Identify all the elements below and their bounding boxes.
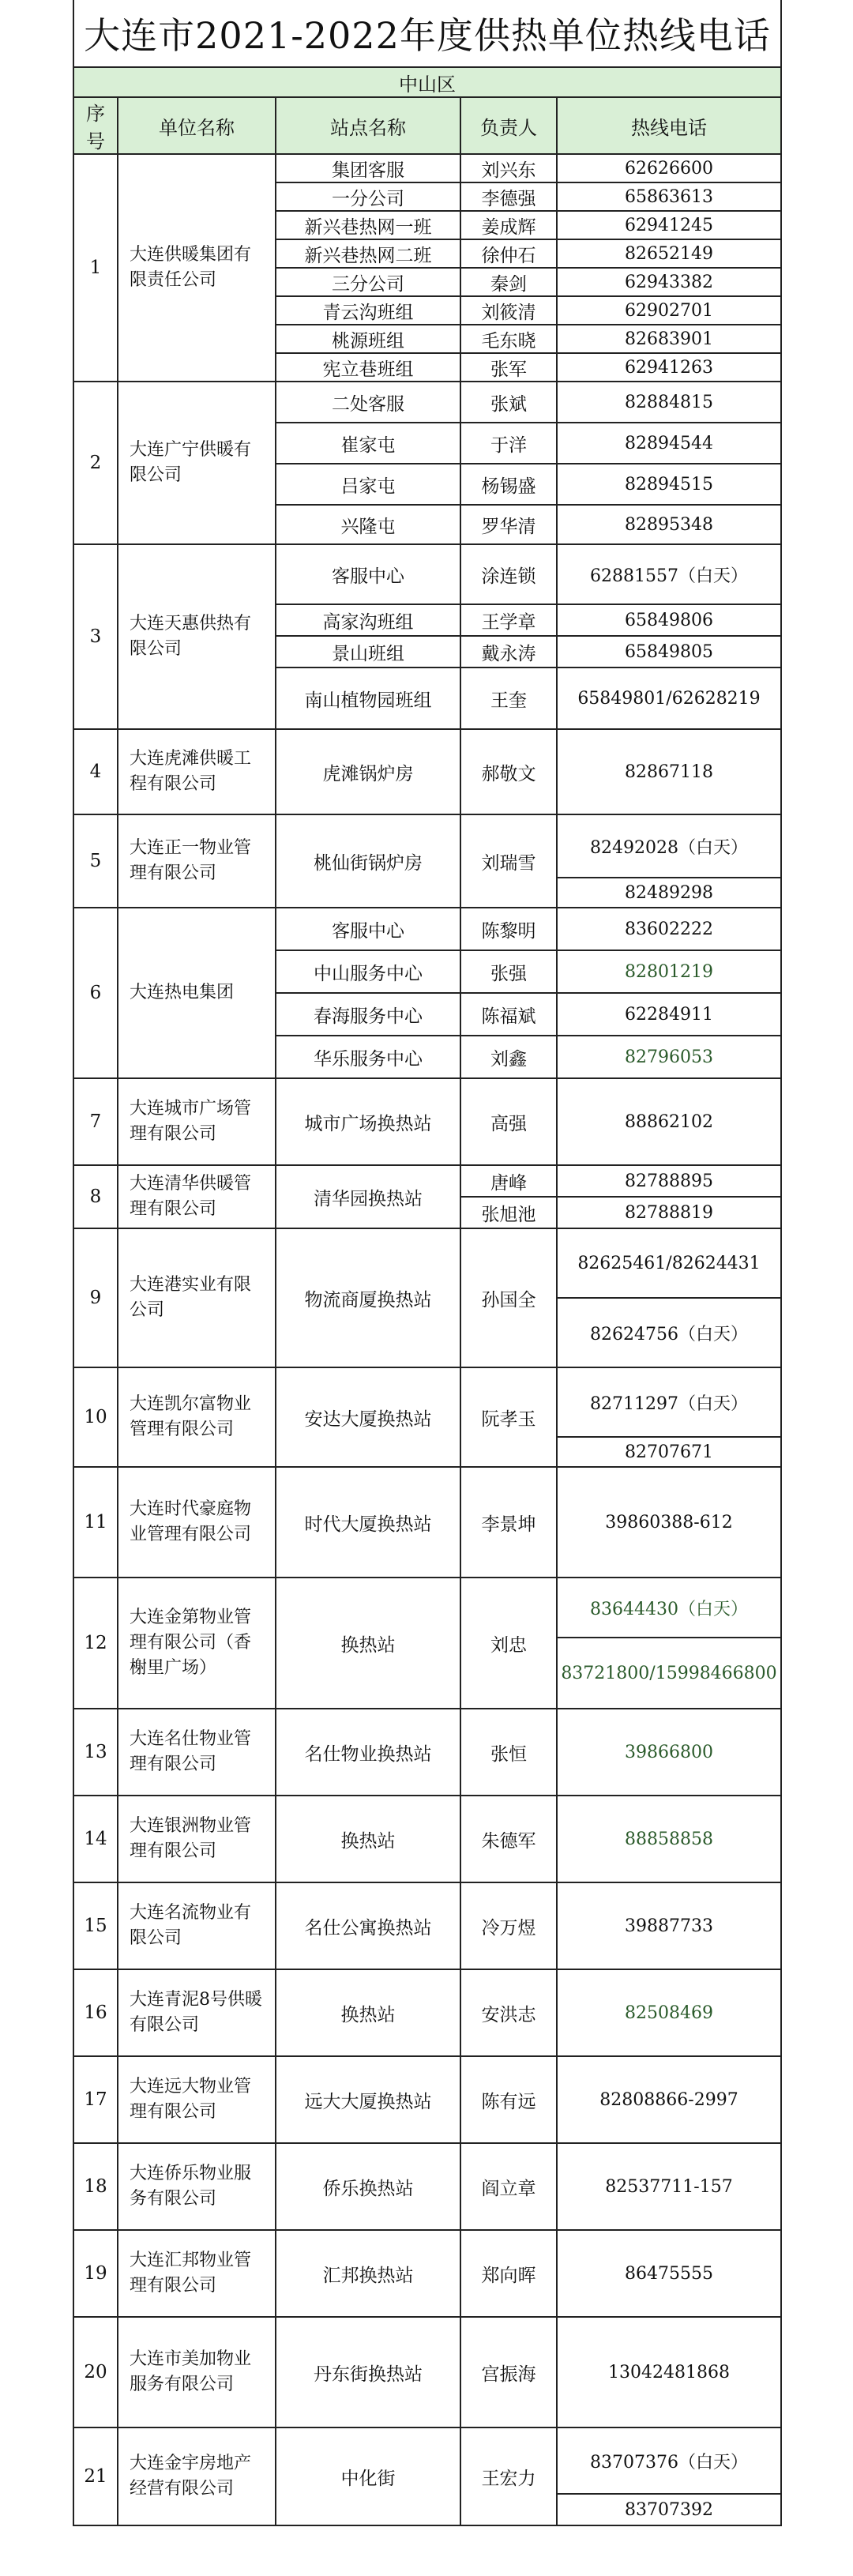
site-name: 中山服务中心: [276, 950, 460, 993]
hotline-phone: 83644430（白天）: [557, 1578, 781, 1638]
person-name: 罗华清: [460, 505, 557, 544]
unit-name: 大连热电集团: [130, 983, 235, 1002]
hotline-phone: 62941245: [557, 211, 781, 239]
site-name: 时代大厦换热站: [276, 1467, 460, 1578]
person-name: 朱德军: [460, 1796, 557, 1882]
hotline-phone: 62902701: [557, 296, 781, 325]
unit-name-cell: [118, 1367, 276, 1467]
person-name: 张斌: [460, 382, 557, 423]
hotline-phone: 82683901: [557, 325, 781, 353]
person-name: 张强: [460, 950, 557, 993]
unit-name: 大连金宇房地产经营有限公司: [130, 2454, 252, 2499]
unit-name-cell: [118, 729, 276, 814]
hotline-phone: 62943382: [557, 268, 781, 296]
table-row: [73, 1882, 781, 1969]
table-row: [73, 1969, 781, 2056]
table-row: [73, 908, 781, 950]
person-name: 王奎: [460, 668, 557, 729]
unit-name: 大连供暖集团有限责任公司: [130, 245, 252, 290]
site-name: 宪立巷班组: [276, 353, 460, 382]
person-name: 杨锡盛: [460, 464, 557, 505]
site-name: 集团客服: [276, 154, 460, 182]
unit-name: 大连名流物业有限公司: [130, 1903, 252, 1948]
unit-name: 大连天惠供热有限公司: [130, 614, 252, 659]
person-name: 毛东晓: [460, 325, 557, 353]
site-name: 名仕物业换热站: [276, 1709, 460, 1796]
header-unit: 单位名称: [118, 97, 276, 154]
hotline-phone: 82808866-2997: [557, 2056, 781, 2143]
row-number: 11: [73, 1467, 118, 1578]
hotline-phone: 82867118: [557, 729, 781, 814]
table-row: [73, 2427, 781, 2494]
hotline-phone: 82801219: [557, 950, 781, 993]
row-number: 20: [73, 2317, 118, 2427]
site-name: 安达大厦换热站: [276, 1367, 460, 1467]
hotline-phone: 62626600: [557, 154, 781, 182]
hotline-phone: 82652149: [557, 239, 781, 268]
unit-name: 大连汇邦物业管理有限公司: [130, 2251, 252, 2296]
hotline-phone: 83721800/15998466800: [557, 1638, 781, 1709]
unit-name-cell: [118, 1709, 276, 1796]
row-number: 19: [73, 2230, 118, 2317]
site-name: 华乐服务中心: [276, 1036, 460, 1078]
hotline-phone: 62881557（白天）: [557, 544, 781, 604]
table-row: [73, 729, 781, 814]
row-number: 4: [73, 729, 118, 814]
table-row: [73, 1578, 781, 1638]
site-name: 吕家屯: [276, 464, 460, 505]
site-name: 换热站: [276, 1969, 460, 2056]
person-name: 于洋: [460, 423, 557, 464]
row-number: 8: [73, 1165, 118, 1228]
person-name: 孙国全: [460, 1228, 557, 1367]
unit-name-cell: [118, 2230, 276, 2317]
site-name: 二处客服: [276, 382, 460, 423]
hotline-table: [73, 0, 782, 2526]
site-name: 远大大厦换热站: [276, 2056, 460, 2143]
row-number: 18: [73, 2143, 118, 2230]
hotline-phone: 82796053: [557, 1036, 781, 1078]
table-row: [73, 1709, 781, 1796]
row-number: 17: [73, 2056, 118, 2143]
row-number: 3: [73, 544, 118, 729]
site-name: 景山班组: [276, 636, 460, 668]
unit-name-cell: [118, 1796, 276, 1882]
person-name: 张旭池: [460, 1197, 557, 1228]
unit-name-cell: [118, 382, 276, 544]
hotline-phone: 82788895: [557, 1165, 781, 1197]
unit-name: 大连港实业有限公司: [130, 1275, 252, 1320]
hotline-phone: 39860388-612: [557, 1467, 781, 1578]
table-row: [73, 544, 781, 604]
unit-name-cell: [118, 1578, 276, 1709]
row-number: 6: [73, 908, 118, 1078]
table-row: [73, 814, 781, 878]
person-name: 戴永涛: [460, 636, 557, 668]
person-name: 安洪志: [460, 1969, 557, 2056]
hotline-phone: 82508469: [557, 1969, 781, 2056]
hotline-phone: 62941263: [557, 353, 781, 382]
site-name: 城市广场换热站: [276, 1078, 460, 1165]
site-name: 侨乐换热站: [276, 2143, 460, 2230]
unit-name-cell: [118, 2427, 276, 2525]
unit-name: 大连清华供暖管理有限公司: [130, 1174, 252, 1219]
header-site: 站点名称: [276, 97, 460, 154]
site-name: 高家沟班组: [276, 604, 460, 636]
row-number: 12: [73, 1578, 118, 1709]
person-name: 徐仲石: [460, 239, 557, 268]
person-name: 刘瑞雪: [460, 814, 557, 908]
unit-name: 大连虎滩供暖工程有限公司: [130, 749, 252, 794]
unit-name: 大连名仕物业管理有限公司: [130, 1729, 252, 1774]
table-row: [73, 2317, 781, 2427]
hotline-phone: 83707376（白天）: [557, 2427, 781, 2494]
person-name: 张军: [460, 353, 557, 382]
district-row: [73, 67, 781, 97]
unit-name-cell: [118, 2056, 276, 2143]
hotline-phone: 82489298: [557, 878, 781, 908]
person-name: 阮孝玉: [460, 1367, 557, 1467]
site-name: 汇邦换热站: [276, 2230, 460, 2317]
table-row: [73, 154, 781, 182]
unit-name: 大连广宁供暖有限公司: [130, 440, 252, 485]
site-name: 换热站: [276, 1578, 460, 1709]
site-name: 青云沟班组: [276, 296, 460, 325]
hotline-phone: 65849806: [557, 604, 781, 636]
site-name: 客服中心: [276, 544, 460, 604]
person-name: 陈福斌: [460, 993, 557, 1036]
row-number: 2: [73, 382, 118, 544]
title-row: [73, 0, 781, 67]
hotline-phone: 82788819: [557, 1197, 781, 1228]
hotline-phone: 82884815: [557, 382, 781, 423]
site-name: 三分公司: [276, 268, 460, 296]
unit-name: 大连金第物业管理有限公司（香榭里广场）: [130, 1608, 252, 1678]
unit-name-cell: [118, 1969, 276, 2056]
row-number: 16: [73, 1969, 118, 2056]
site-name: 桃源班组: [276, 325, 460, 353]
site-name: 崔家屯: [276, 423, 460, 464]
site-name: 桃仙街锅炉房: [276, 814, 460, 908]
hotline-phone: 39866800: [557, 1709, 781, 1796]
unit-name-cell: [118, 1467, 276, 1578]
site-name: 一分公司: [276, 182, 460, 211]
hotline-phone: 82894515: [557, 464, 781, 505]
person-name: 陈黎明: [460, 908, 557, 950]
unit-name-cell: [118, 2317, 276, 2427]
table-row: [73, 1165, 781, 1197]
row-number: 5: [73, 814, 118, 908]
header-phone: 热线电话: [557, 97, 781, 154]
district-label: 中山区: [73, 67, 781, 97]
header-row: [73, 97, 781, 154]
unit-name-cell: [118, 154, 276, 382]
table-row: [73, 2056, 781, 2143]
hotline-phone: 82537711-157: [557, 2143, 781, 2230]
page-title: 大连市2021-2022年度供热单位热线电话: [73, 0, 781, 67]
hotline-phone: 83707392: [557, 2494, 781, 2525]
unit-name: 大连时代豪庭物业管理有限公司: [130, 1499, 252, 1544]
person-name: 刘筱清: [460, 296, 557, 325]
hotline-phone: 65849801/62628219: [557, 668, 781, 729]
header-person: 负责人: [460, 97, 557, 154]
site-name: 虎滩锅炉房: [276, 729, 460, 814]
unit-name-cell: [118, 814, 276, 908]
site-name: 新兴巷热网二班: [276, 239, 460, 268]
hotline-phone: 82894544: [557, 423, 781, 464]
row-number: 15: [73, 1882, 118, 1969]
hotline-phone: 82624756（白天）: [557, 1298, 781, 1367]
person-name: 郝敬文: [460, 729, 557, 814]
hotline-phone: 88858858: [557, 1796, 781, 1882]
person-name: 阎立章: [460, 2143, 557, 2230]
hotline-phone: 82625461/82624431: [557, 1228, 781, 1298]
person-name: 刘忠: [460, 1578, 557, 1709]
unit-name-cell: [118, 1228, 276, 1367]
hotline-phone: 82707671: [557, 1437, 781, 1467]
row-number: 21: [73, 2427, 118, 2525]
table-row: [73, 1228, 781, 1298]
site-name: 兴隆屯: [276, 505, 460, 544]
table-row: [73, 2143, 781, 2230]
hotline-phone: 62284911: [557, 993, 781, 1036]
row-number: 9: [73, 1228, 118, 1367]
row-number: 1: [73, 154, 118, 382]
person-name: 郑向晖: [460, 2230, 557, 2317]
table-row: [73, 1078, 781, 1165]
site-name: 清华园换热站: [276, 1165, 460, 1228]
site-name: 新兴巷热网一班: [276, 211, 460, 239]
unit-name: 大连侨乐物业服务有限公司: [130, 2164, 252, 2209]
row-number: 14: [73, 1796, 118, 1882]
table-row: [73, 382, 781, 423]
site-name: 物流商厦换热站: [276, 1228, 460, 1367]
person-name: 陈有远: [460, 2056, 557, 2143]
person-name: 刘兴东: [460, 154, 557, 182]
unit-name-cell: [118, 1078, 276, 1165]
unit-name: 大连正一物业管理有限公司: [130, 838, 252, 883]
row-number: 7: [73, 1078, 118, 1165]
unit-name: 大连银洲物业管理有限公司: [130, 1816, 252, 1861]
site-name: 南山植物园班组: [276, 668, 460, 729]
unit-name: 大连市美加物业服务有限公司: [130, 2349, 252, 2394]
unit-name-cell: [118, 2143, 276, 2230]
unit-name: 大连远大物业管理有限公司: [130, 2077, 252, 2122]
hotline-phone: 13042481868: [557, 2317, 781, 2427]
row-number: 10: [73, 1367, 118, 1467]
hotline-phone: 82711297（白天）: [557, 1367, 781, 1437]
person-name: 李景坤: [460, 1467, 557, 1578]
hotline-phone: 39887733: [557, 1882, 781, 1969]
row-number: 13: [73, 1709, 118, 1796]
site-name: 春海服务中心: [276, 993, 460, 1036]
site-name: 名仕公寓换热站: [276, 1882, 460, 1969]
person-name: 宫振海: [460, 2317, 557, 2427]
hotline-phone: 82492028（白天）: [557, 814, 781, 878]
hotline-phone: 88862102: [557, 1078, 781, 1165]
hotline-phone: 82895348: [557, 505, 781, 544]
person-name: 李德强: [460, 182, 557, 211]
person-name: 冷万煜: [460, 1882, 557, 1969]
site-name: 客服中心: [276, 908, 460, 950]
table-row: [73, 1367, 781, 1437]
unit-name: 大连青泥8号供暖有限公司: [130, 1990, 262, 2035]
person-name: 刘鑫: [460, 1036, 557, 1078]
table-row: [73, 1467, 781, 1578]
unit-name-cell: [118, 908, 276, 1078]
hotline-sheet: [73, 0, 780, 2526]
hotline-phone: 86475555: [557, 2230, 781, 2317]
unit-name-cell: [118, 1882, 276, 1969]
hotline-phone: 65863613: [557, 182, 781, 211]
hotline-phone: 83602222: [557, 908, 781, 950]
person-name: 姜成辉: [460, 211, 557, 239]
table-row: [73, 1796, 781, 1882]
unit-name-cell: [118, 544, 276, 729]
person-name: 涂连锁: [460, 544, 557, 604]
unit-name-cell: [118, 1165, 276, 1228]
person-name: 张恒: [460, 1709, 557, 1796]
header-no: 序号: [73, 97, 118, 154]
person-name: 唐峰: [460, 1165, 557, 1197]
table-row: [73, 2230, 781, 2317]
hotline-phone: 65849805: [557, 636, 781, 668]
site-name: 换热站: [276, 1796, 460, 1882]
person-name: 高强: [460, 1078, 557, 1165]
person-name: 王宏力: [460, 2427, 557, 2525]
site-name: 丹东街换热站: [276, 2317, 460, 2427]
person-name: 王学章: [460, 604, 557, 636]
person-name: 秦剑: [460, 268, 557, 296]
site-name: 中化街: [276, 2427, 460, 2525]
unit-name: 大连凯尔富物业管理有限公司: [130, 1394, 252, 1439]
unit-name: 大连城市广场管理有限公司: [130, 1099, 252, 1144]
